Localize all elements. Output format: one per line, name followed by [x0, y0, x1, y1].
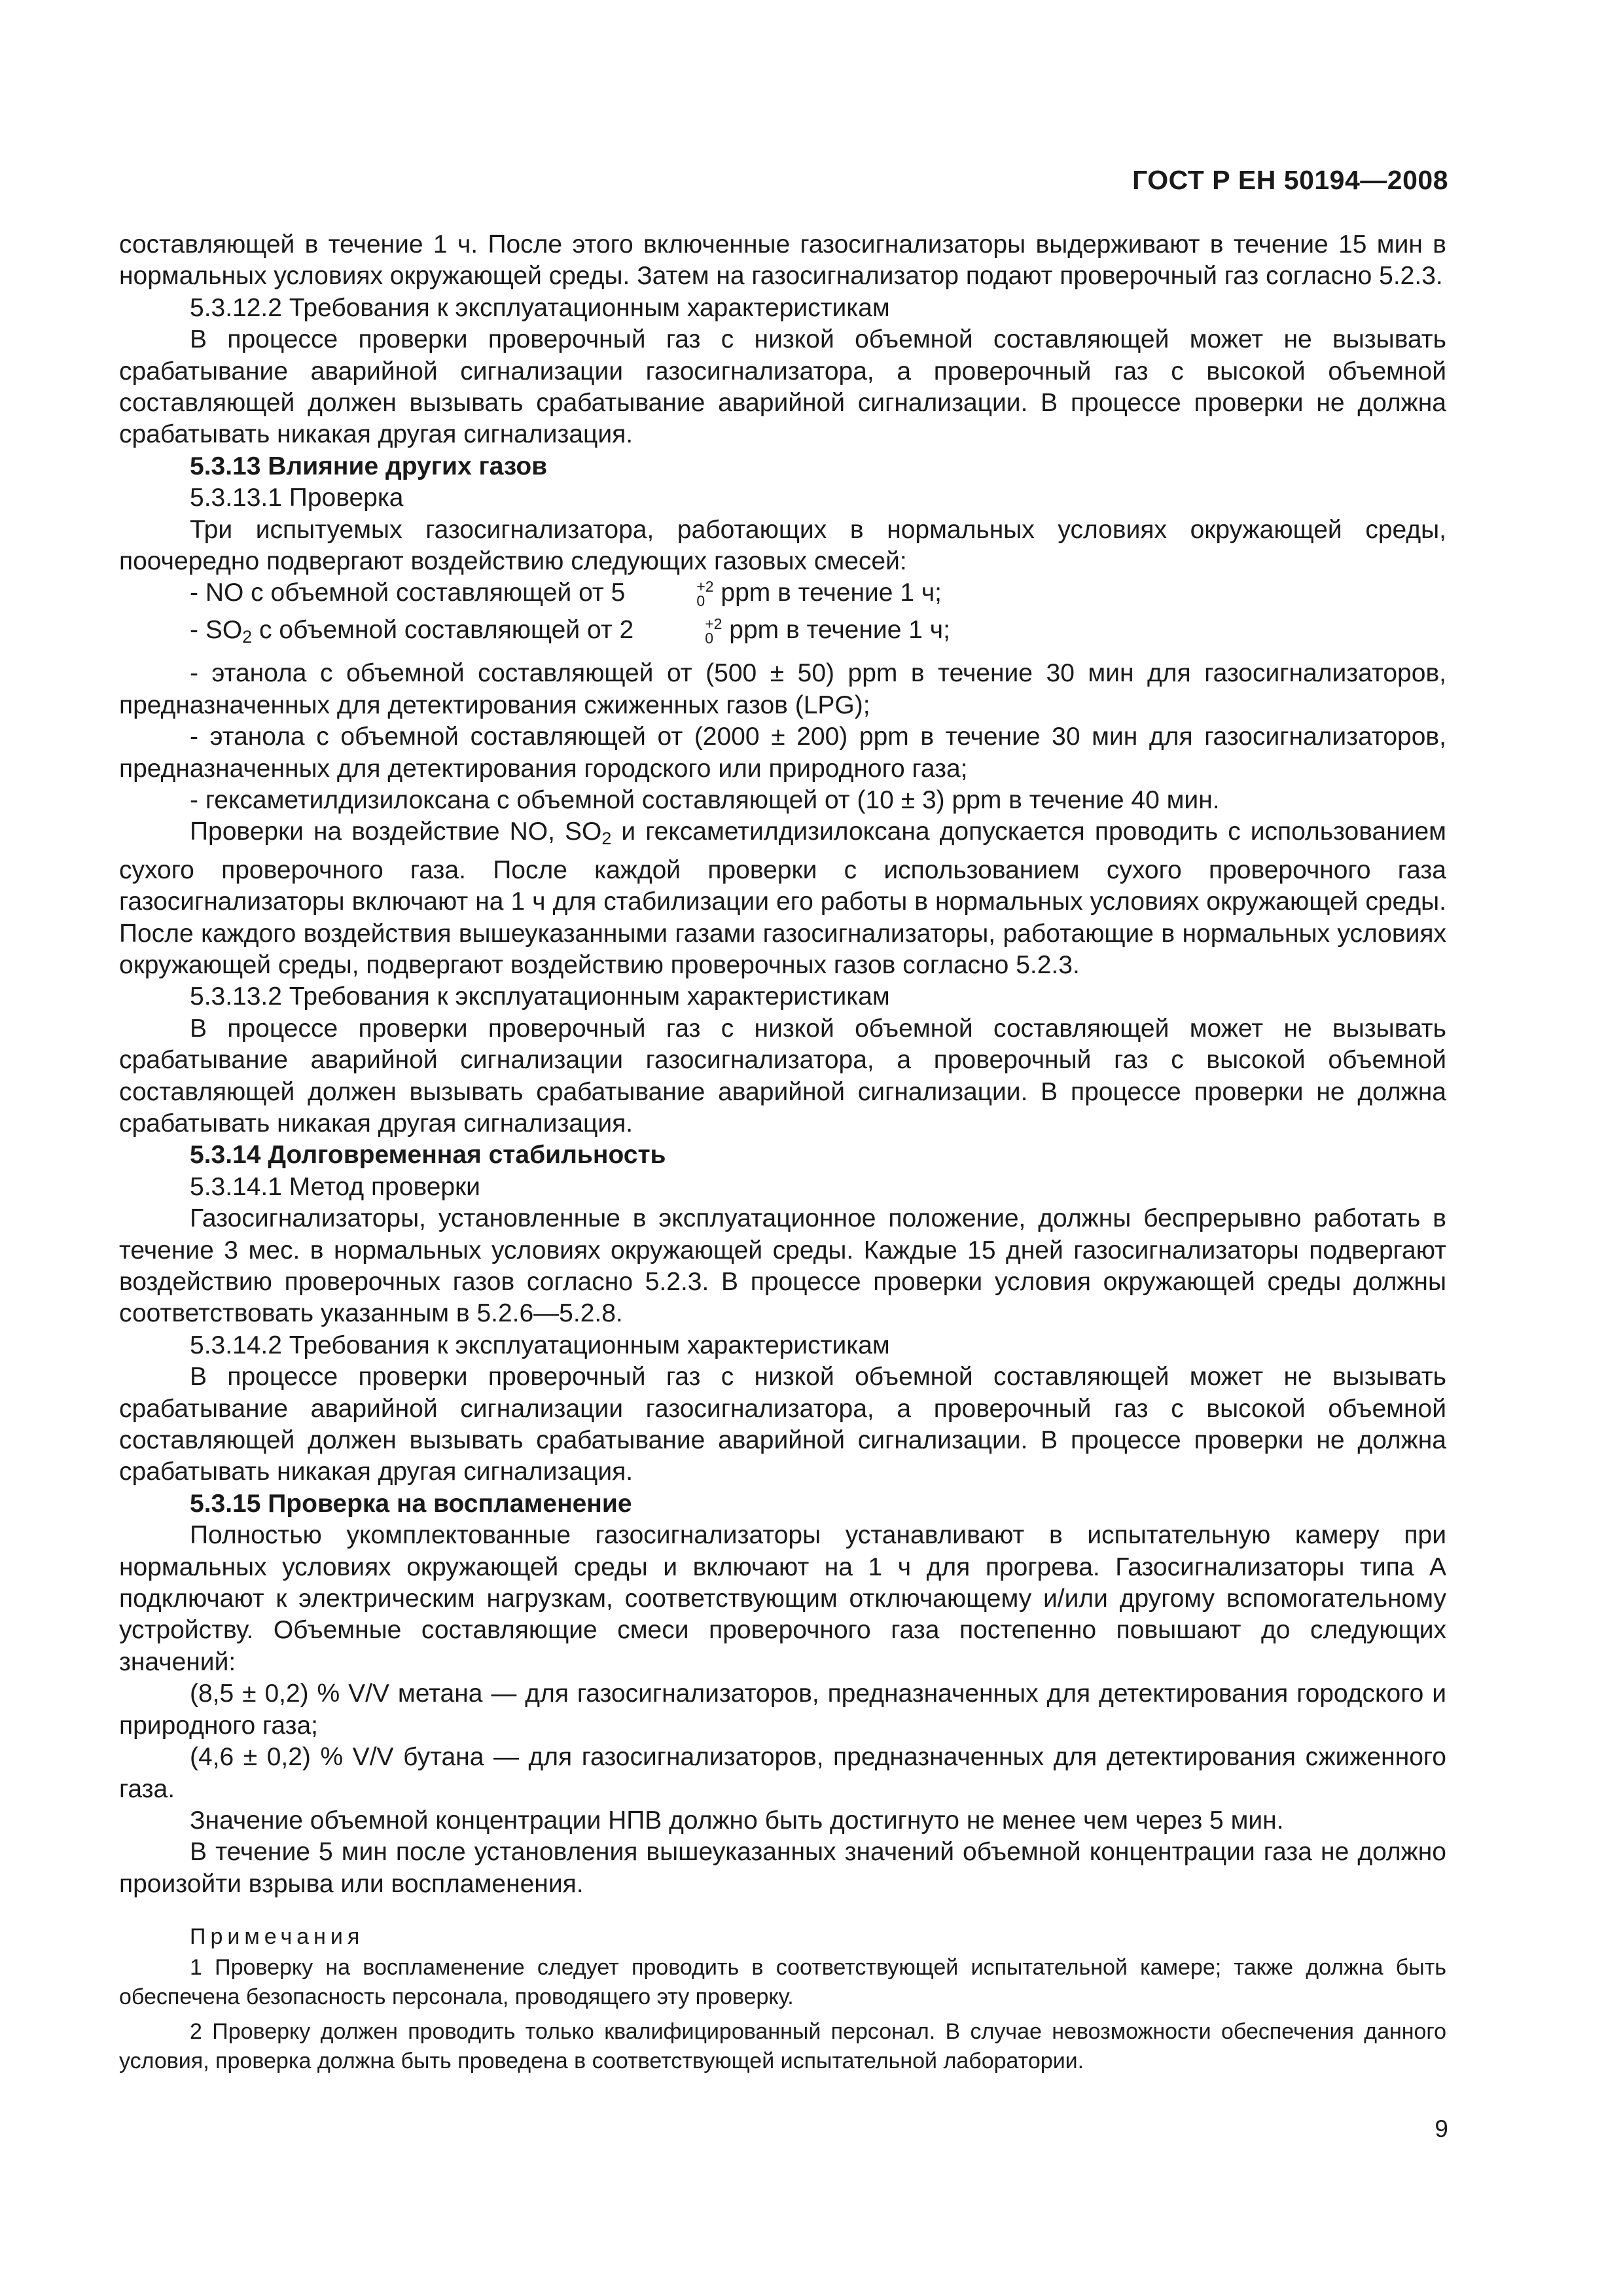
text-run: ppm в течение 1 ч; — [713, 579, 942, 607]
text-run: ppm в течение 1 ч; — [722, 615, 950, 644]
paragraph: Полностью укомплектованные газосигнализаторы устанавливают в испытательную камеру при нормальных условиях окружающей среды и включают на 1 ч для прогрева. Газосигнализаторы типа А подключают к электрическим нагрузкам, соответствующим отключающему и/или другому вспомогательному устройству. Объемные составляющие смеси проверочного газа постепенно повышают до следующих значений: — [119, 1521, 1446, 1676]
section-heading-5-3-13: 5.3.13 Влияние других газов — [190, 452, 548, 480]
subscript: 2 — [242, 626, 253, 647]
subsection-title: 5.3.13.2 Требования к эксплуатационным характеристикам — [190, 982, 890, 1011]
subsection-title: 5.3.12.2 Требования к эксплуатационным характеристикам — [190, 293, 890, 322]
paragraph: составляющей в течение 1 ч. После этого включенные газосигнализаторы выдерживают в течение 15 мин в нормальных условиях окружающей среды. Затем на газосигнализатор подают проверочный газ согласно 5.2.3. — [119, 230, 1446, 291]
superscript: +2 — [705, 615, 722, 632]
subscript: 0 — [696, 592, 705, 610]
document-body — [119, 229, 1446, 2076]
subscript: 2 — [601, 829, 612, 849]
note-item: 1 Проверку на воспламенение следует проводить в соответствующей испытательной камере; также должна быть обеспечена безопасность персонала, проводящего эту проверку. — [119, 1955, 1446, 2010]
document-standard-code: ГОСТ Р ЕН 50194—2008 — [1132, 165, 1448, 195]
text-run: - SO — [190, 615, 243, 644]
text-run: - NO с объемной составляющей от 5 — [190, 579, 626, 607]
text-run: с объемной составляющей от 2 — [252, 615, 634, 644]
paragraph: Три испытуемых газосигнализатора, работающих в нормальных условиях окружающей среды, поочередно подвергают воздействию следующих газовых смесей: — [119, 515, 1446, 576]
paragraph: (4,6 ± 0,2) % V/V бутана — для газосигнализаторов, предназначенных для детектирования сжиженного газа. — [119, 1743, 1446, 1803]
paragraph: (8,5 ± 0,2) % V/V метана — для газосигнализаторов, предназначенных для детектирования городского и природного газа; — [119, 1679, 1446, 1740]
text-run: Проверки на воздействие NO, SO — [190, 817, 602, 846]
list-item-no — [119, 577, 1446, 609]
paragraph: В процессе проверки проверочный газ с низкой объемной составляющей может не вызывать срабатывание аварийной сигнализации газосигнализатора, а проверочный газ с высокой объемной составляющей должен вызывать срабатывание аварийной сигнализации. В процессе проверки не должна срабатывать никакая другая сигнализация. — [119, 325, 1446, 449]
section-heading-5-3-14: 5.3.14 Долговременная стабильность — [190, 1141, 666, 1170]
note-item: 2 Проверку должен проводить только квалифицированный персонал. В случае невозможности обеспечения данного условия, проверка должна быть проведена в соответствующей испытательной лаборатории. — [119, 2019, 1446, 2074]
list-item-so2 — [119, 615, 1446, 653]
paragraph: Значение объемной концентрации НПВ должно быть достигнуто не менее чем через 5 мин. — [190, 1806, 1284, 1835]
paragraph: В процессе проверки проверочный газ с низкой объемной составляющей может не вызывать срабатывание аварийной сигнализации газосигнализатора, а проверочный газ с высокой объемной составляющей должен вызывать срабатывание аварийной сигнализации. В процессе проверки не должна срабатывать никакая другая сигнализация. — [119, 1363, 1446, 1486]
list-item: - этанола с объемной составляющей от (500 ± 50) ppm в течение 30 мин для газосигнализаторов, предназначенных для детектирования сжиженных газов (LPG); — [119, 659, 1446, 719]
list-item: - гексаметилдизилоксана с объемной составляющей от (10 ± 3) ppm в течение 40 мин. — [190, 785, 1220, 814]
section-heading-5-3-15: 5.3.15 Проверка на воспламенение — [190, 1489, 632, 1518]
paragraph: Газосигнализаторы, установленные в эксплуатационное положение, должны беспрерывно работать в течение 3 мес. в нормальных условиях окружающей среды. Каждые 15 дней газосигнализаторы подвергают воздействию проверочных газов согласно 5.2.3. В процессе проверки условия окружающей среды должны соответствовать указанным в 5.2.6—5.2.8. — [119, 1204, 1446, 1328]
superscript: +2 — [696, 578, 714, 596]
list-item: - этанола с объемной составляющей от (2000 ± 200) ppm в течение 30 мин для газосигнализаторов, предназначенных для детектирования городского или природного газа; — [119, 723, 1446, 783]
notes-title: Примечания — [190, 1924, 365, 1950]
subscript: 0 — [705, 629, 714, 647]
notes-block — [119, 1922, 1446, 2076]
subsection-title: 5.3.13.1 Проверка — [190, 484, 404, 512]
tolerance-index — [634, 617, 722, 645]
tolerance-index — [626, 579, 713, 608]
paragraph: В процессе проверки проверочный газ с низкой объемной составляющей может не вызывать срабатывание аварийной сигнализации газосигнализатора, а проверочный газ с высокой объемной составляющей должен вызывать срабатывание аварийной сигнализации. В процессе проверки не должна срабатывать никакая другая сигнализация. — [119, 1014, 1446, 1138]
paragraph: В течение 5 мин после установления вышеуказанных значений объемной концентрации газа не должно произойти взрыва или воспламенения. — [119, 1838, 1446, 1898]
subsection-title: 5.3.14.1 Метод проверки — [190, 1172, 480, 1201]
page-number: 9 — [1435, 2115, 1448, 2142]
text-run: и гексаметилдизилоксана допускается проводить с использованием сухого проверочного газа. После каждой проверки с использованием сухого проверочного газа газосигнализаторы включают на 1 ч для стабилизации его работы в нормальных условиях окружающей среды. После каждого воздействия вышеуказанными газами газосигнализаторы, работающие в нормальных условиях окружающей среды, подвергают воздействию проверочных газов согласно 5.2.3. — [119, 817, 1446, 979]
paragraph — [119, 816, 1446, 981]
subsection-title: 5.3.14.2 Требования к эксплуатационным характеристикам — [190, 1331, 890, 1359]
